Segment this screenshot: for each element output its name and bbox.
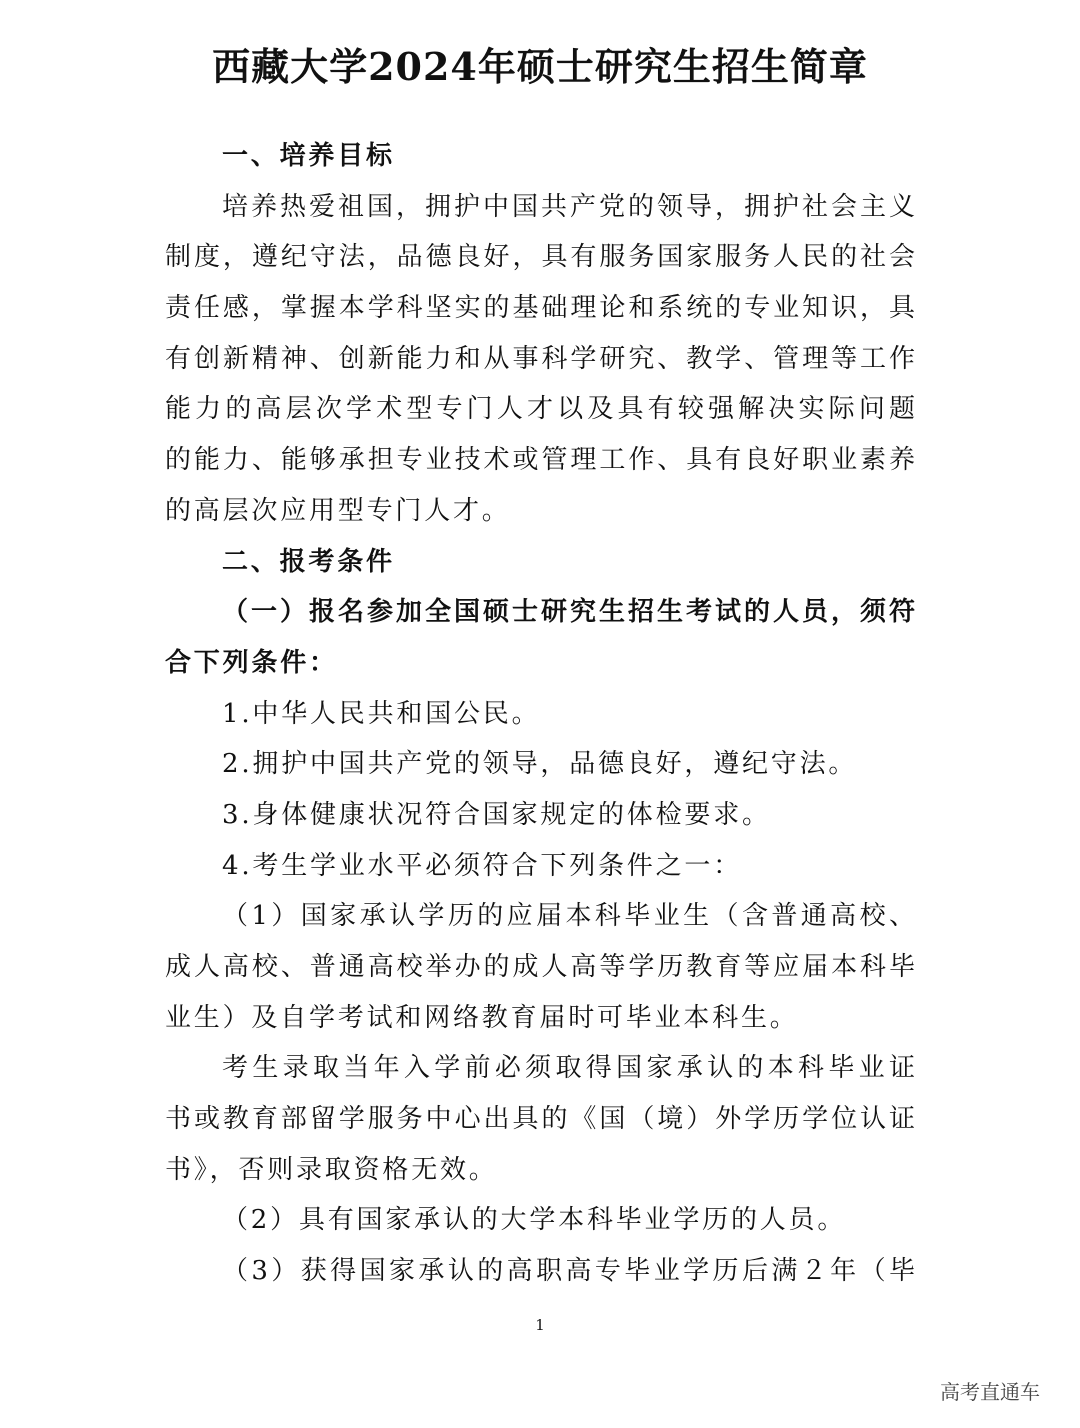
section-heading: 二、报考条件	[222, 546, 395, 577]
list-item: （1）国家承认学历的应届本科毕业生（含普通高校、	[222, 901, 915, 932]
list-item: 2.拥护中国共产党的领导，品德良好，遵纪守法。	[222, 749, 858, 780]
paragraph-line: 书或教育部留学服务中心出具的《国（境）外学历学位认证	[165, 1104, 915, 1135]
list-item: （3）获得国家承认的高职高专毕业学历后满２年（毕	[222, 1256, 915, 1287]
list-item: 3.身体健康状况符合国家规定的体检要求。	[222, 799, 771, 830]
subsection-heading: 合下列条件：	[165, 647, 338, 678]
paragraph-line: 的高层次应用型专门人才。	[165, 495, 511, 526]
paragraph-line: 制度，遵纪守法，品德良好，具有服务国家服务人民的社会	[165, 242, 915, 273]
list-item: 4.考生学业水平必须符合下列条件之一：	[222, 850, 743, 881]
paragraph-line: 有创新精神、创新能力和从事科学研究、教学、管理等工作	[165, 343, 915, 374]
document-title: 西藏大学2024年硕士研究生招生简章	[212, 44, 868, 89]
paragraph-line: 业生）及自学考试和网络教育届时可毕业本科生。	[165, 1002, 799, 1033]
paragraph-line: 的能力、能够承担专业技术或管理工作、具有良好职业素养	[165, 445, 915, 476]
paragraph-line: 考生录取当年入学前必须取得国家承认的本科毕业证	[222, 1053, 915, 1084]
paragraph-line: 成人高校、普通高校举办的成人高等学历教育等应届本科毕	[165, 952, 915, 982]
list-item: （2）具有国家承认的大学本科毕业学历的人员。	[222, 1205, 847, 1236]
paragraph-line: 书》，否则录取资格无效。	[165, 1154, 498, 1185]
list-item: 1.中华人民共和国公民。	[222, 698, 541, 729]
paragraph-line: 能力的高层次学术型专门人才以及具有较强解决实际问题	[165, 394, 915, 425]
subsection-heading: （一）报名参加全国硕士研究生招生考试的人员，须符	[222, 597, 915, 628]
watermark: 高考直通车	[940, 1380, 1040, 1404]
document-body	[165, 131, 915, 1297]
section-heading: 一、培养目标	[222, 141, 395, 171]
paragraph-line: 责任感，掌握本学科坚实的基础理论和系统的专业知识，具	[165, 293, 915, 324]
paragraph-line: 培养热爱祖国，拥护中国共产党的领导，拥护社会主义	[222, 191, 915, 222]
page-number: 1	[535, 1316, 545, 1334]
